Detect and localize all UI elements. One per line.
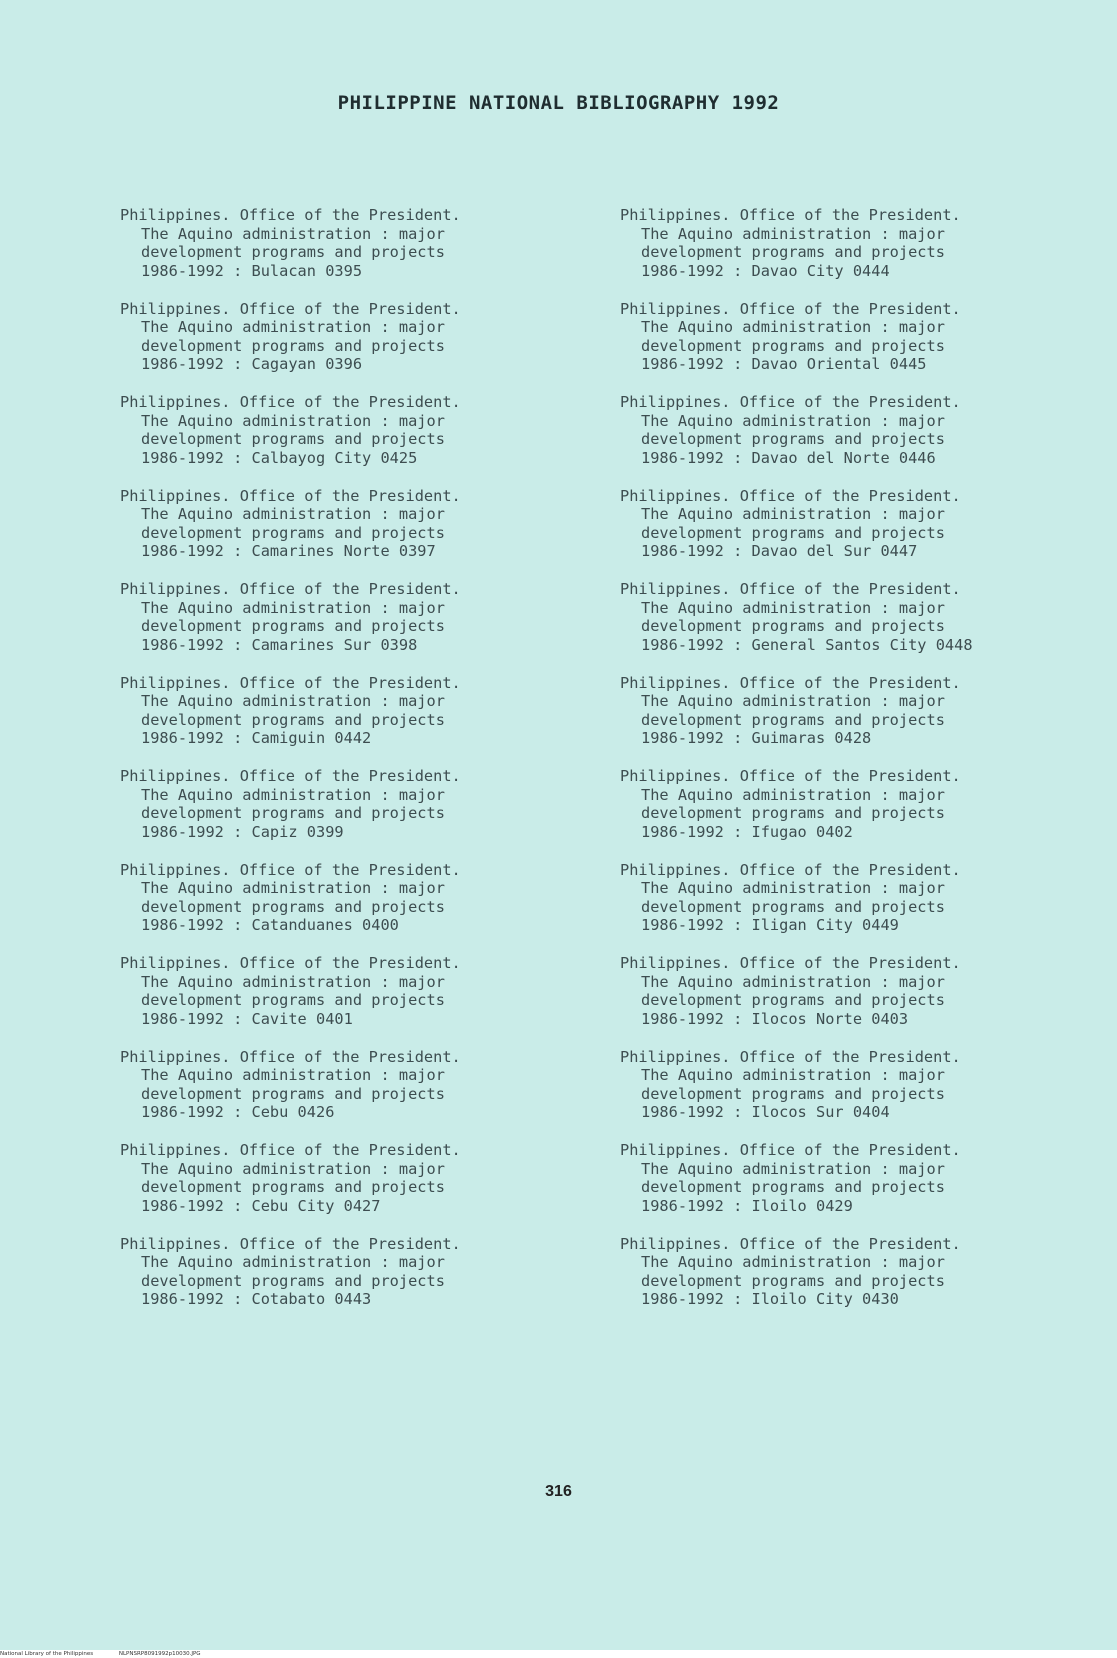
entry-heading: Philippines. Office of the President. — [120, 299, 461, 318]
entry-subtitle: development programs and projects — [641, 430, 945, 449]
footer-file: NLPNSRP8091992p10030.JPG — [118, 1651, 201, 1657]
entry-detail: 1986-1992 : Bulacan 0395 — [141, 261, 363, 280]
bibliography-entry — [620, 206, 1070, 300]
bibliography-entry — [620, 767, 1070, 861]
entry-title: The Aquino administration : major — [141, 879, 445, 898]
bibliography-entry — [120, 954, 570, 1048]
entry-detail: 1986-1992 : Ilocos Norte 0403 — [641, 1009, 909, 1028]
entry-heading: Philippines. Office of the President. — [620, 206, 961, 224]
entry-subtitle: development programs and projects — [141, 1084, 445, 1103]
bibliography-entry — [620, 954, 1070, 1048]
entry-detail: 1986-1992 : Camiguin 0442 — [141, 729, 372, 748]
page-number: 316 — [545, 1483, 572, 1500]
entry-detail: 1986-1992 : Cebu City 0427 — [141, 1196, 381, 1215]
entry-heading: Philippines. Office of the President. — [620, 486, 961, 505]
entry-title: The Aquino administration : major — [141, 505, 445, 524]
entry-detail: 1986-1992 : Davao Oriental 0445 — [641, 355, 927, 374]
entry-heading: Philippines. Office of the President. — [120, 1141, 461, 1159]
entry-heading: Philippines. Office of the President. — [120, 860, 461, 879]
entry-title: The Aquino administration : major — [641, 224, 945, 243]
entry-title: The Aquino administration : major — [141, 1253, 445, 1272]
entry-heading: Philippines. Office of the President. — [620, 580, 961, 598]
entry-heading: Philippines. Office of the President. — [120, 206, 461, 224]
entry-heading: Philippines. Office of the President. — [120, 1234, 461, 1253]
entry-subtitle: development programs and projects — [141, 710, 445, 729]
entry-heading: Philippines. Office of the President. — [620, 860, 961, 879]
left-column — [120, 206, 570, 1328]
entry-heading: Philippines. Office of the President. — [620, 1047, 961, 1066]
entry-subtitle: development programs and projects — [641, 243, 945, 262]
entry-title: The Aquino administration : major — [641, 411, 945, 430]
entry-heading: Philippines. Office of the President. — [120, 673, 461, 692]
entry-subtitle: development programs and projects — [141, 897, 445, 916]
entry-heading: Philippines. Office of the President. — [120, 580, 461, 598]
entry-detail: 1986-1992 : Iloilo City 0430 — [641, 1290, 899, 1309]
entry-title: The Aquino administration : major — [141, 598, 445, 617]
entry-title: The Aquino administration : major — [641, 785, 945, 804]
entry-title: The Aquino administration : major — [641, 505, 945, 524]
entry-subtitle: development programs and projects — [641, 710, 945, 729]
entry-detail: 1986-1992 : Capiz 0399 — [141, 822, 344, 841]
bibliography-entry — [620, 1141, 1070, 1235]
entry-title: The Aquino administration : major — [141, 224, 445, 243]
entry-subtitle: development programs and projects — [141, 1178, 445, 1197]
entry-subtitle: development programs and projects — [141, 991, 445, 1010]
bibliography-entry — [120, 300, 570, 394]
entry-detail: 1986-1992 : Cotabato 0443 — [141, 1290, 372, 1309]
entry-title: The Aquino administration : major — [141, 318, 445, 337]
entry-heading: Philippines. Office of the President. — [620, 299, 961, 318]
entry-heading: Philippines. Office of the President. — [120, 1047, 461, 1066]
entry-subtitle: development programs and projects — [641, 897, 945, 916]
entry-subtitle: development programs and projects — [141, 523, 445, 542]
scan-footer — [0, 1650, 1117, 1658]
entry-detail: 1986-1992 : Davao City 0444 — [641, 261, 890, 280]
bibliography-entry — [620, 580, 1070, 674]
entry-title: The Aquino administration : major — [641, 879, 945, 898]
entry-heading: Philippines. Office of the President. — [120, 393, 461, 411]
entry-title: The Aquino administration : major — [141, 692, 445, 711]
entry-subtitle: development programs and projects — [641, 1084, 945, 1103]
entry-detail: 1986-1992 : Camarines Norte 0397 — [141, 542, 436, 561]
bibliography-entry — [620, 1048, 1070, 1142]
entry-detail: 1986-1992 : Guimaras 0428 — [641, 729, 872, 748]
entry-heading: Philippines. Office of the President. — [620, 1141, 961, 1159]
entry-title: The Aquino administration : major — [641, 972, 945, 991]
bibliography-entry — [120, 580, 570, 674]
entry-title: The Aquino administration : major — [641, 598, 945, 617]
entry-subtitle: development programs and projects — [141, 243, 445, 262]
entry-heading: Philippines. Office of the President. — [620, 954, 961, 972]
bibliography-entry — [120, 861, 570, 955]
entry-title: The Aquino administration : major — [641, 1066, 945, 1085]
entry-title: The Aquino administration : major — [641, 1159, 945, 1178]
entry-subtitle: development programs and projects — [641, 523, 945, 542]
bibliography-entry — [120, 767, 570, 861]
entry-heading: Philippines. Office of the President. — [120, 767, 461, 785]
bibliography-entry — [620, 674, 1070, 768]
entry-heading: Philippines. Office of the President. — [620, 393, 961, 411]
entry-detail: 1986-1992 : Davao del Norte 0446 — [641, 448, 936, 467]
entry-subtitle: development programs and projects — [641, 804, 945, 823]
entry-subtitle: development programs and projects — [641, 336, 945, 355]
bibliography-entry — [120, 393, 570, 487]
entry-detail: 1986-1992 : Ilocos Sur 0404 — [641, 1103, 890, 1122]
entry-detail: 1986-1992 : Cavite 0401 — [141, 1009, 353, 1028]
entry-subtitle: development programs and projects — [141, 617, 445, 636]
bibliography-entry — [120, 206, 570, 300]
entry-subtitle: development programs and projects — [641, 617, 945, 636]
entry-detail: 1986-1992 : Cebu 0426 — [141, 1103, 335, 1122]
bibliography-entry — [120, 1235, 570, 1329]
entry-detail: 1986-1992 : Catanduanes 0400 — [141, 916, 399, 935]
bibliography-entry — [120, 1048, 570, 1142]
bibliography-entry — [620, 393, 1070, 487]
entry-subtitle: development programs and projects — [141, 804, 445, 823]
entry-subtitle: development programs and projects — [141, 430, 445, 449]
right-column — [620, 206, 1070, 1328]
bibliography-entry — [620, 861, 1070, 955]
bibliography-entry — [620, 300, 1070, 394]
entry-detail: 1986-1992 : Iloilo 0429 — [641, 1196, 853, 1215]
bibliography-entry — [120, 487, 570, 581]
entry-detail: 1986-1992 : Calbayog City 0425 — [141, 448, 418, 467]
entry-title: The Aquino administration : major — [141, 972, 445, 991]
entry-heading: Philippines. Office of the President. — [620, 1234, 961, 1253]
entry-heading: Philippines. Office of the President. — [120, 486, 461, 505]
entry-title: The Aquino administration : major — [141, 411, 445, 430]
entry-title: The Aquino administration : major — [141, 1066, 445, 1085]
entry-subtitle: development programs and projects — [641, 1178, 945, 1197]
entry-subtitle: development programs and projects — [641, 991, 945, 1010]
entry-detail: 1986-1992 : Cagayan 0396 — [141, 355, 363, 374]
entry-title: The Aquino administration : major — [141, 785, 445, 804]
entry-heading: Philippines. Office of the President. — [120, 954, 461, 972]
entry-title: The Aquino administration : major — [641, 1253, 945, 1272]
bibliography-entry — [120, 674, 570, 768]
entry-subtitle: development programs and projects — [141, 1271, 445, 1290]
entry-title: The Aquino administration : major — [141, 1159, 445, 1178]
entry-heading: Philippines. Office of the President. — [620, 767, 961, 785]
bibliography-entry — [620, 1235, 1070, 1329]
bibliography-entry — [620, 487, 1070, 581]
entry-detail: 1986-1992 : Ifugao 0402 — [641, 822, 853, 841]
entry-detail: 1986-1992 : Davao del Sur 0447 — [641, 542, 918, 561]
entry-title: The Aquino administration : major — [641, 692, 945, 711]
entry-title: The Aquino administration : major — [641, 318, 945, 337]
entry-detail: 1986-1992 : Camarines Sur 0398 — [141, 635, 418, 654]
entry-detail: 1986-1992 : Iligan City 0449 — [641, 916, 899, 935]
page-title: PHILIPPINE NATIONAL BIBLIOGRAPHY 1992 — [337, 92, 780, 114]
entry-subtitle: development programs and projects — [641, 1271, 945, 1290]
entry-detail: 1986-1992 : General Santos City 0448 — [641, 635, 973, 654]
bibliography-entry — [120, 1141, 570, 1235]
entry-subtitle: development programs and projects — [141, 336, 445, 355]
footer-library: National Library of the Philippines — [0, 1651, 94, 1657]
entry-heading: Philippines. Office of the President. — [620, 673, 961, 692]
